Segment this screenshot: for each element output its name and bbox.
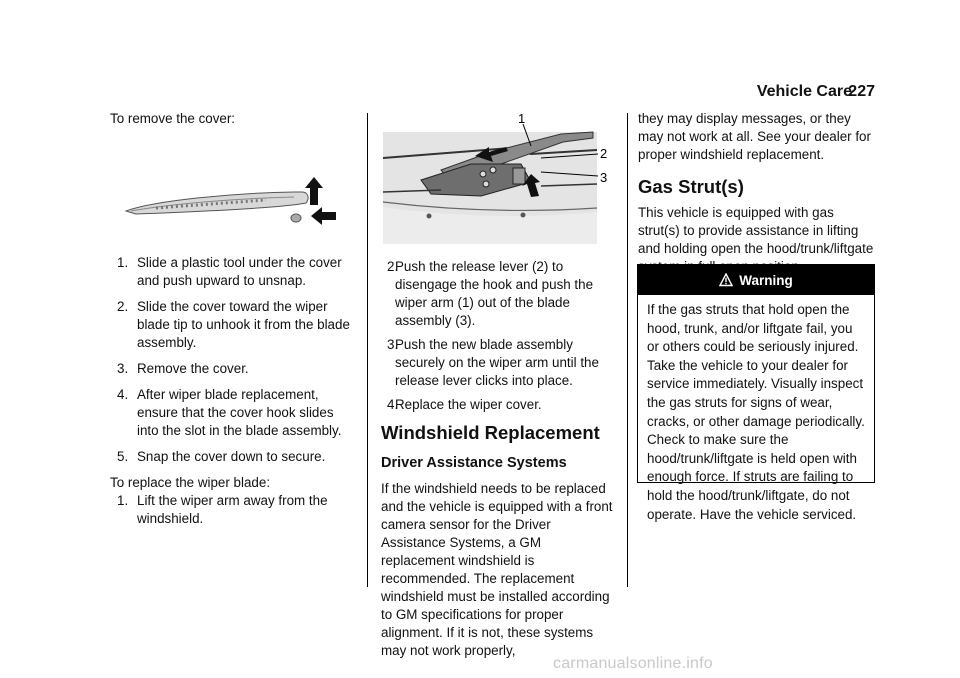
replace-blade-intro: To replace the wiper blade:	[110, 475, 271, 490]
warning-title: Warning	[739, 272, 793, 288]
warning-header	[638, 265, 874, 295]
windshield-body-text: If the windshield needs to be replaced and the vehicle is equipped with a front camera sensor for the Driver Assistance Systems, a GM replacement windshield is recommended. The replacement windshield must be installed according to GM specifications for proper alignment. If it is not, these systems may not work properly,	[381, 481, 613, 658]
middle-column	[381, 112, 615, 660]
remove-cover-intro: To remove the cover:	[110, 111, 236, 126]
column-divider-right	[627, 113, 628, 587]
page-header	[0, 83, 960, 103]
remove-steps-list	[110, 254, 350, 466]
section-title: Vehicle Care	[756, 83, 852, 100]
subheading-driver-assistance: Driver Assistance Systems	[381, 455, 567, 471]
warning-triangle-icon	[719, 273, 733, 287]
section-heading-gas-struts: Gas Strut(s)	[638, 176, 744, 197]
list-item: 5. Snap the cover down to secure.	[117, 449, 326, 464]
warning-text: If the gas struts that hold open the hood, trunk, and/or liftgate fail, you or others could be seriously injured. Take the vehicle to your dealer for service immediately. Visually inspect the gas struts for signs of wear, cracks, or other damage periodically. Check to make sure the hood/trunk/liftgate is held open with enough force. If struts are failing to hold the hood/trunk/liftgate, do not operate. Have the vehicle serviced.	[647, 302, 865, 522]
list-item: 2. Slide the cover toward the wiper blade tip to unhook it from the blade assembly.	[117, 299, 350, 350]
callout-2: 2	[600, 146, 608, 161]
list-item: 2. Push the release lever (2) to disengage the hook and push the wiper arm (1) out of the blade assembly (3).	[387, 259, 594, 328]
callout-1: 1	[518, 112, 526, 126]
watermark: carmanualsonline.info	[553, 655, 713, 672]
list-item: 3. Remove the cover.	[117, 361, 249, 376]
replace-steps-list	[381, 258, 615, 414]
warning-box	[637, 264, 875, 522]
section-heading-windshield: Windshield Replacement	[381, 422, 600, 443]
list-item: 3. Push the new blade assembly securely on the wiper arm until the release lever clicks into place.	[387, 337, 599, 388]
list-item: 1. Lift the wiper arm away from the windshield.	[117, 493, 328, 526]
wiper-cover-illustration	[116, 140, 346, 236]
column-divider-left	[367, 113, 368, 587]
callout-3: 3	[600, 170, 608, 185]
gas-strut-body-text: This vehicle is equipped with gas strut(s) to provide assistance in lifting and holding open the hood/trunk/liftgate	[638, 205, 874, 256]
windshield-continuation-text: they may display messages, or they may not work at all. See your dealer for proper windshield replacement.	[638, 111, 871, 162]
page-number: 227	[848, 83, 875, 100]
list-item: 1. Slide a plastic tool under the cover and push upward to unsnap.	[117, 255, 342, 288]
right-column	[638, 110, 875, 276]
wiper-blade-assembly-illustration	[381, 112, 613, 246]
list-item: 4. Replace the wiper cover.	[387, 397, 542, 412]
left-column	[110, 110, 350, 528]
list-item: 4. After wiper blade replacement, ensure that the cover hook slides into the slot in the blade assembly.	[117, 387, 342, 438]
